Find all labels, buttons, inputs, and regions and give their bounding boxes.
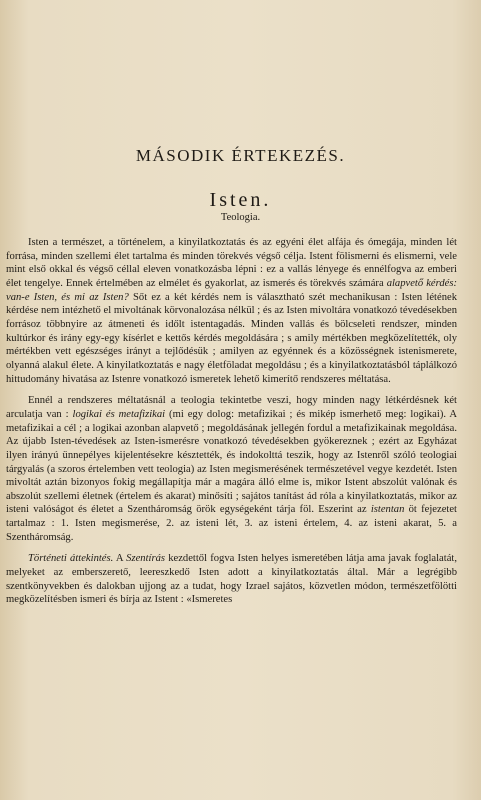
emphasized-text: Történeti áttekintés. [28,553,114,565]
text-run: kezdettől fogva Isten helyes ismeretében látja ama javak foglalatát, melyeket az emberszerető, leereszkedő Isten adott a kinyilatkoztatás által. Már a legrégibb szentkönyvekben és dalokban ujjong az a tudat, hogy Izrael sajátos, közvetlen módon, természetfölötti megközelítésben ismeri és bírja az Istent : «Ismeretes [6,553,457,606]
paragraph-method [6,394,457,544]
text-run: (mi egy dolog: metafizikai ; és mikép ismerhető meg: logikai). A metafizikai a cél ; a logikai azonban alapvető ; megoldásának jellegén fordul a metafizikainak megoldása. Az újabb Isten-tévedések az Isten-ismerésre vonatkozó tévedésekben gyökereznek ; ezért az Egyházat ilyen irányú ünnepélyes kijelentésekre késztették, és indokolttá teszik, hogy az Istenről szóló teologiai tárgyalás (a szoros értelemben vett teologia) az Isten megismerésének természetével vegye kezdetét. Isten mivoltát aztán bizonyos fokig megállapítja már a magára álló elme is, mikor Istent abszolút valónak és abszolút szellemi életnek (értelem és akarat) minősíti ; sajátos tanítást ád róla a kinyilatkoztatás, mikor az isteni valóságot és életet a Szentháromság örök egységeként tárja föl. Eszerint az [6,408,457,516]
text-run: öt fejezetet tartalmaz : 1. Isten megismerése, 2. az isteni lét, 3. az isteni értelem, 4. az isteni akarat, 5. a Szentháromság. [6,504,457,543]
text-run: Sőt ez a két kérdés nem is választható szét mechanikusan : Isten létének kérdése nem intézhető el mivoltának körvonalozása nélkül ; és az Isten mivoltára vonatkozó tévedésekben forrásoz többnyire az átmeneti és időlt istentagadás. Minden vallás és bölcseleti rendszer, minden kultúrkor és irány egy-egy kísérlet e kettős kérdés megoldására ; s amily mértékben megközelítették, oly mértékben vett egészséges irányt a tejlődésük ; amilyen az egyénnek és a közösségnek istenismerete, olyanná alakul élete. A kinyilatkoztatás e nagy életföladat megoldásu ; és a kinyilatkoztatásból táplálkozó hittudomány hivatása az Istenre vonatkozó ismeretek lehető kimerítő rendszeres méltatása. [6,291,457,385]
paragraph-intro [6,236,457,386]
text-run: Ennél a rendszeres méltatásnál a teologia tekintetbe veszi, hogy minden nagy létkérdésnek két arculatja van : [6,395,457,420]
section-title: Isten. [209,189,272,211]
body-text [6,236,457,607]
text-run: Isten a természet, a történelem, a kinyilatkoztatás és az egyéni élet alfája és ómegája, minden lét forrása, minden szellemi élet tartalma és minden törekvés végső célja. Istent fölismerni és elismerni, vele mint első okkal és végső céllal eleven vonatkozásba lépni : ez a vallás lényege és ennélfogva az emberi élet tengelye. Ennek értelmében az elmélet és gyakorlat, az ismerés és törekvés számára [6,237,457,289]
emphasized-text: Szentírás [126,553,166,565]
emphasized-text: istentan [370,504,405,516]
emphasized-text: alapvető kérdés: van-e Isten, és mi az Isten? [6,277,457,303]
section-subtitle: Teologia. [220,212,261,223]
paragraph-history [6,552,457,607]
emphasized-text: logikai és metafizikai [72,408,166,420]
text-run: A [113,553,127,565]
chapter-heading: MÁSODIK ÉRTEKEZÉS. [135,146,346,165]
